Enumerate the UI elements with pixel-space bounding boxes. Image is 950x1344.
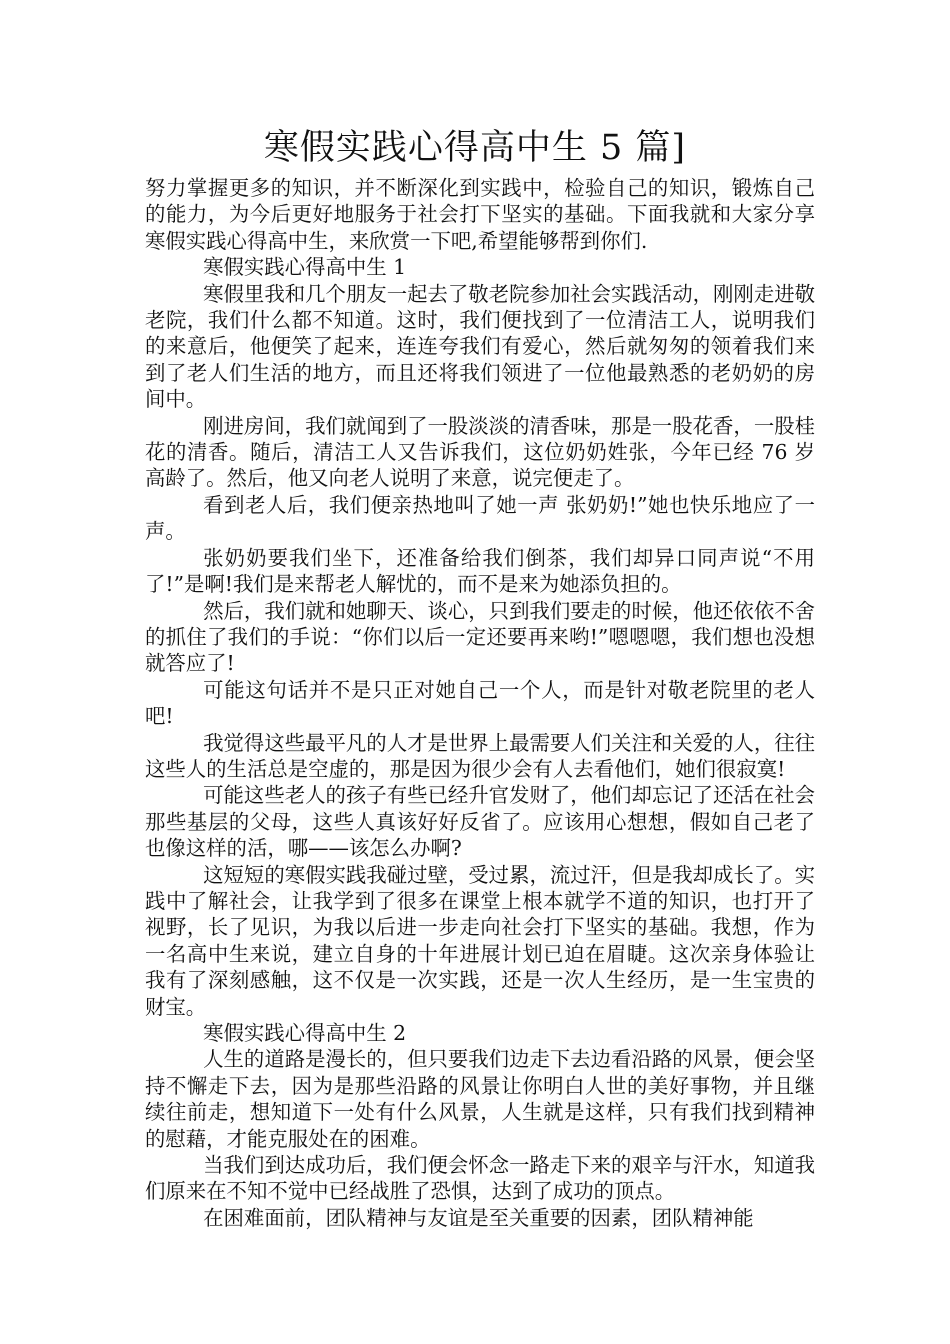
- paragraph: 然后，我们就和她聊天、谈心，只到我们要走的时候，他还依依不舍的抓住了我们的手说：“你们以后一定还要再来哟!”嗯嗯嗯，我们想也没想就答应了!: [145, 598, 815, 676]
- paragraph: 寒假里我和几个朋友一起去了敬老院参加社会实践活动，刚刚走进敬老院，我们什么都不知道。这时，我们便找到了一位清洁工人，说明我们的来意后，他便笑了起来，连连夸我们有爱心，然后就匆匆的领着我们来到了老人们生活的地方，而且还将我们领进了一位他最熟悉的老奶奶的房间中。: [145, 281, 815, 412]
- paragraph: 这短短的寒假实践我碰过壁，受过累，流过汗，但是我却成长了。实践中了解社会，让我学到了很多在课堂上根本就学不道的知识，也打开了视野，长了见识，为我以后进一步走向社会打下坚实的基础。我想，作为一名高中生来说，建立自身的十年进展计划已迫在眉睫。这次亲身体验让我有了深刻感触，这不仅是一次实践，还是一次人生经历，是一生宝贵的财宝。: [145, 862, 815, 1019]
- section-heading-1: 寒假实践心得高中生 1: [203, 255, 407, 280]
- paragraph: 当我们到达成功后，我们便会怀念一路走下来的艰辛与汗水，知道我们原来在不知不觉中已经战胜了恐惧，达到了成功的顶点。: [145, 1153, 815, 1204]
- document-title: 寒假实践心得高中生 5 篇]: [263, 128, 687, 168]
- document-body: [145, 175, 815, 1231]
- paragraph: 可能这句话并不是只正对她自己一个人，而是针对敬老院里的老人吧!: [145, 677, 815, 729]
- intro-paragraph: 努力掌握更多的知识，并不断深化到实践中，检验自己的知识，锻炼自己的能力，为今后更好地服务于社会打下坚实的基础。下面我就和大家分享寒假实践心得高中生，来欣赏一下吧,希望能够帮到你们.: [145, 176, 815, 253]
- paragraph: 看到老人后，我们便亲热地叫了她一声 张奶奶!”她也快乐地应了一声。: [145, 492, 815, 544]
- paragraph: 人生的道路是漫长的，但只要我们边走下去边看沿路的风景，便会坚持不懈走下去，因为是那些沿路的风景让你明白人世的美好事物，并且继续往前走，想知道下一处有什么风景，人生就是这样，只有我们找到精神的慰藉，才能克服处在的困难。: [145, 1047, 815, 1151]
- paragraph: 可能这些老人的孩子有些已经升官发财了，他们却忘记了还活在社会那些基层的父母，这些人真该好好反省了。应该用心想想，假如自己老了也像这样的活，哪——该怎么办啊?: [145, 783, 815, 861]
- paragraph: 张奶奶要我们坐下，还准备给我们倒茶，我们却异口同声说“不用了!”是啊!我们是来帮老人解忧的，而不是来为她添负担的。: [145, 545, 815, 597]
- section-heading-2: 寒假实践心得高中生 2: [203, 1021, 407, 1045]
- paragraph: 刚进房间，我们就闻到了一股淡淡的清香味，那是一股花香，一股桂花的清香。随后，清洁工人又告诉我们，这位奶奶姓张，今年已经 76 岁高龄了。然后，他又向老人说明了来意，说完便走了。: [145, 413, 815, 491]
- paragraph: 我觉得这些最平凡的人才是世界上最需要人们关注和关爱的人，往往这些人的生活总是空虚的，那是因为很少会有人去看他们，她们很寂寞!: [145, 730, 815, 781]
- paragraph: 在困难面前，团队精神与友谊是至关重要的因素，团队精神能: [203, 1205, 754, 1230]
